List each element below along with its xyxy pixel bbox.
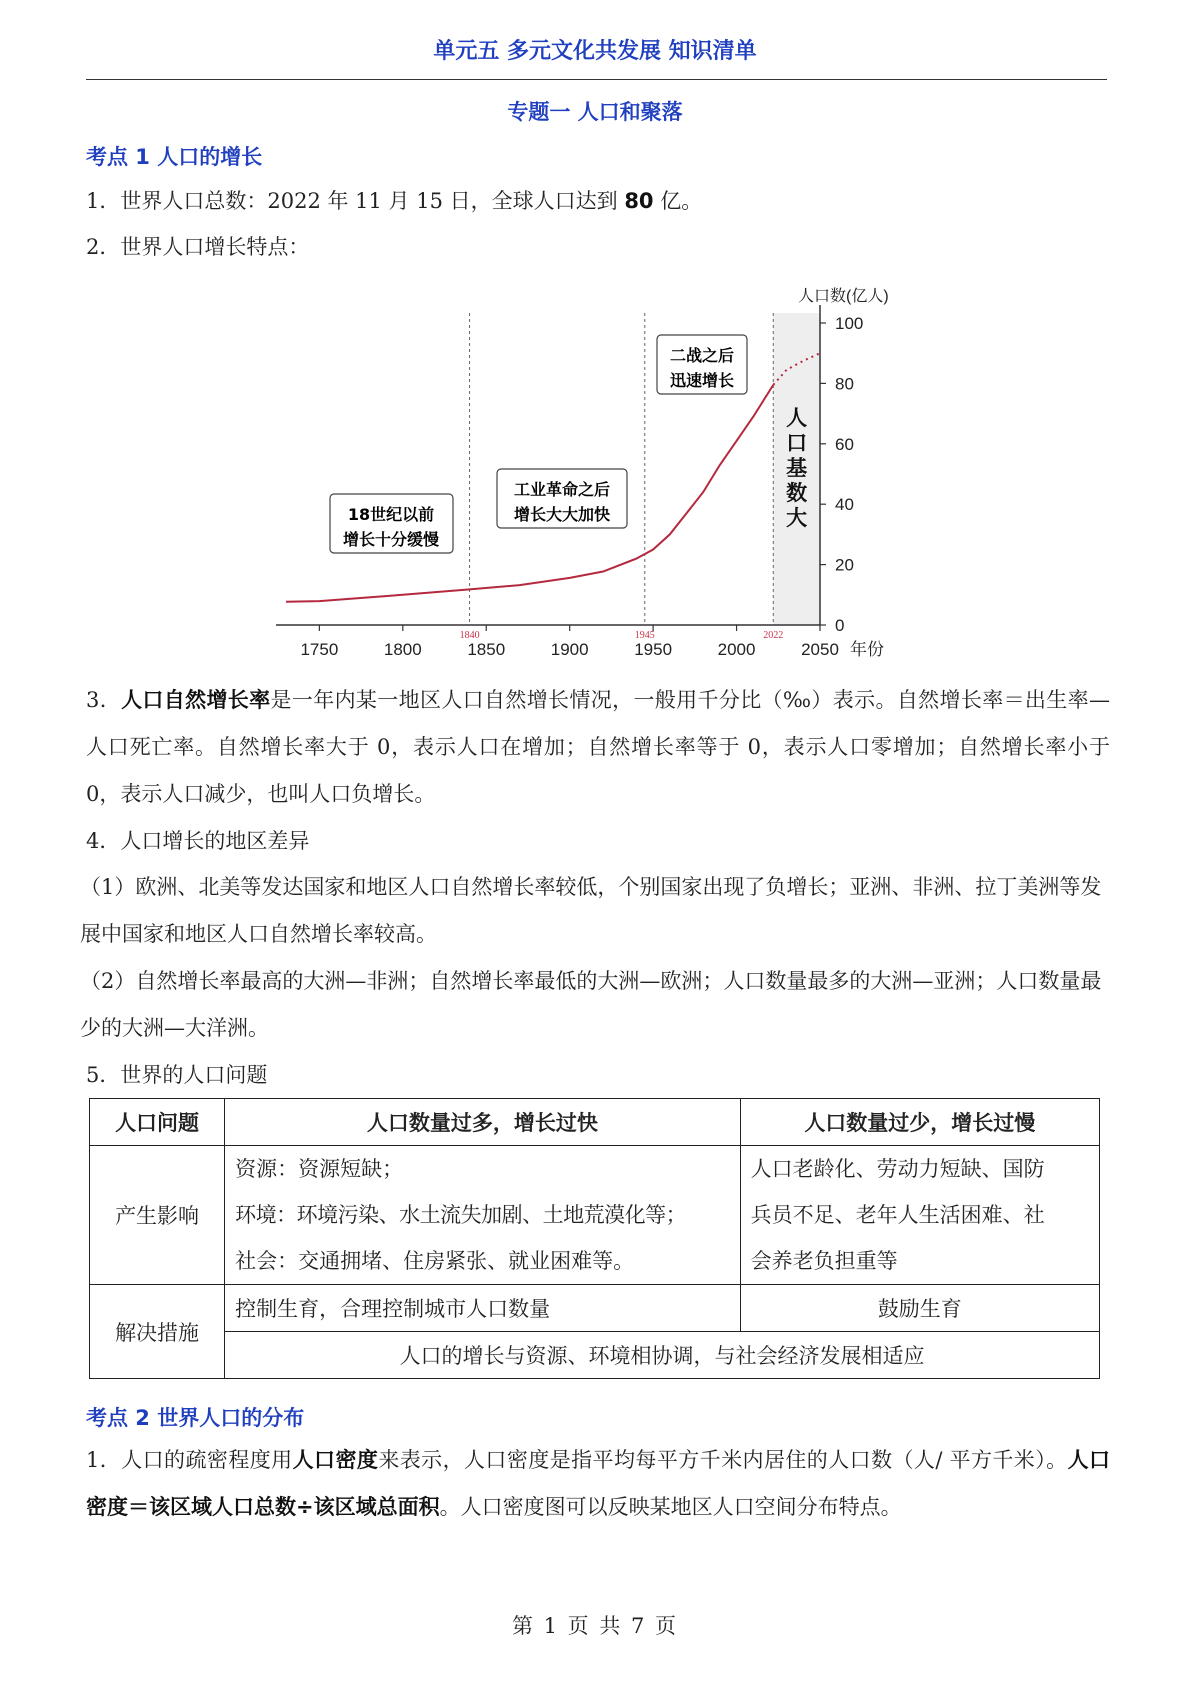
annotation-1-line2: 增长十分缓慢	[342, 530, 440, 549]
table-header-cell: 人口数量过多，增长过快	[225, 1099, 741, 1146]
chart-annotation-2	[497, 469, 627, 528]
density-text-d: 。人口密度图可以反映某地区人口空间分布特点。	[439, 1495, 902, 1519]
x-tick-label: 1800	[383, 640, 422, 659]
chart-annotation-3	[657, 335, 747, 394]
x-tick-label: 2050	[801, 640, 839, 659]
table-cell-line: 环境：环境污染、水土流失加剧、土地荒漠化等；	[235, 1203, 687, 1227]
y-tick-label: 20	[835, 555, 854, 575]
y-tick-label: 0	[835, 616, 845, 635]
x-tick-label: 1850	[467, 640, 506, 659]
table-cell-line: 兵员不足、老年人生活困难、社	[750, 1203, 1045, 1227]
annotation-1-line1: 18世纪以前	[347, 505, 435, 524]
paragraph-4-2: （2）自然增长率最高的大洲—非洲；自然增长率最低的大洲—欧洲；人口数量最多的大洲—亚洲；人口数量最少的大洲—大洋洲。	[80, 969, 1102, 1040]
paragraph-density	[86, 1437, 1110, 1531]
chart-shaded-label: 人口基数大	[786, 406, 808, 530]
annotation-3-line2: 迅速增长	[669, 371, 735, 390]
p3-number: 3．	[86, 688, 122, 712]
year-marker-label: 1945	[634, 630, 655, 641]
annotation-2-line1: 工业革命之后	[513, 480, 611, 499]
table-row	[90, 1332, 1100, 1379]
table-cell-measure-common: 人口的增长与资源、环境相协调，与社会经济发展相适应	[225, 1332, 1100, 1379]
p1-prefix: 1．世界人口总数：2022 年 11 月 15 日，全球人口达到	[86, 189, 625, 213]
header-divider	[86, 79, 1107, 80]
density-term: 人口密度	[292, 1448, 379, 1472]
p1-suffix: 亿。	[653, 189, 703, 213]
year-marker-label: 1840	[459, 630, 480, 641]
annotation-3-line1: 二战之后	[669, 346, 735, 365]
density-text-c: 来表示，人口密度是指平均每平方千米内居住的人口数（人/ 平方千米）。	[378, 1448, 1068, 1472]
table-cell-measure-few: 鼓励生育	[740, 1285, 1099, 1332]
table-cell-measure-many: 控制生育，合理控制城市人口数量	[225, 1285, 741, 1332]
population-problems-table	[89, 1098, 1100, 1379]
density-formula: 人口密度＝该区域人口总数÷该区域总面积	[86, 1448, 1111, 1519]
paragraph-5: 5．世界的人口问题	[86, 1063, 268, 1087]
table-row	[90, 1146, 1100, 1285]
chart-y-label: 人口数(亿人)	[798, 288, 889, 305]
paragraph-4-1: （1）欧洲、北美等发达国家和地区人口自然增长率较低，个别国家出现了负增长；亚洲、非洲、拉丁美洲等发展中国家和地区人口自然增长率较高。	[80, 875, 1102, 946]
page-header-title: 单元五 多元文化共发展 知识清单	[433, 39, 757, 64]
table-cell-line: 人口老龄化、劳动力短缺、国防	[750, 1157, 1045, 1181]
y-tick-label: 80	[835, 374, 854, 394]
section-title-kd2: 考点 2 世界人口的分布	[86, 1406, 305, 1430]
table-header-row	[90, 1099, 1100, 1146]
population-growth-chart	[270, 275, 890, 670]
table-cell-impact-few	[740, 1146, 1099, 1285]
chart-x-label: 年份	[850, 640, 884, 659]
table-row-label: 产生影响	[90, 1146, 225, 1285]
table-header-cell: 人口问题	[90, 1099, 225, 1146]
chart-annotation-1	[330, 494, 453, 553]
chart-x-ticks	[300, 625, 838, 659]
topic-title: 专题一 人口和聚落	[507, 100, 683, 124]
density-text-a: 1．人口的疏密程度用	[86, 1448, 293, 1472]
table-cell-impact-many	[225, 1146, 741, 1285]
section-title-kd1: 考点 1 人口的增长	[86, 145, 263, 169]
x-tick-label: 1750	[300, 640, 339, 659]
table-row	[90, 1285, 1100, 1332]
y-tick-label: 60	[835, 434, 854, 454]
y-tick-label: 100	[835, 314, 864, 333]
year-marker-label: 2022	[763, 630, 784, 641]
table-cell-line: 会养老负担重等	[750, 1249, 898, 1273]
y-tick-label: 40	[835, 495, 854, 515]
paragraph-3	[86, 677, 1110, 818]
chart-y-ticks	[820, 314, 863, 635]
p1-number: 80	[624, 189, 654, 213]
paragraph-1	[86, 178, 1110, 225]
table-header-cell: 人口数量过少，增长过慢	[740, 1099, 1099, 1146]
p3-term: 人口自然增长率	[121, 688, 271, 712]
paragraph-2: 2．世界人口增长特点：	[86, 235, 310, 259]
page-footer: 第 1 页 共 7 页	[511, 1614, 679, 1638]
x-tick-label: 1900	[550, 640, 589, 659]
table-cell-line: 资源：资源短缺；	[235, 1157, 404, 1181]
table-cell-line: 社会：交通拥堵、住房紧张、就业困难等。	[235, 1249, 635, 1273]
annotation-2-line2: 增长大大加快	[513, 505, 611, 524]
paragraph-4: 4．人口增长的地区差异	[86, 829, 310, 853]
x-tick-label: 1950	[634, 640, 673, 659]
x-tick-label: 2000	[717, 640, 756, 659]
table-row-label: 解决措施	[90, 1285, 225, 1379]
p3-text: 是一年内某一地区人口自然增长情况，一般用千分比（‰）表示。自然增长率＝出生率—人口死亡率。自然增长率大于 0，表示人口在增加；自然增长率等于 0，表示人口零增加；自然增长率小于 0，表示人口减少，也叫人口负增长。	[86, 688, 1110, 806]
